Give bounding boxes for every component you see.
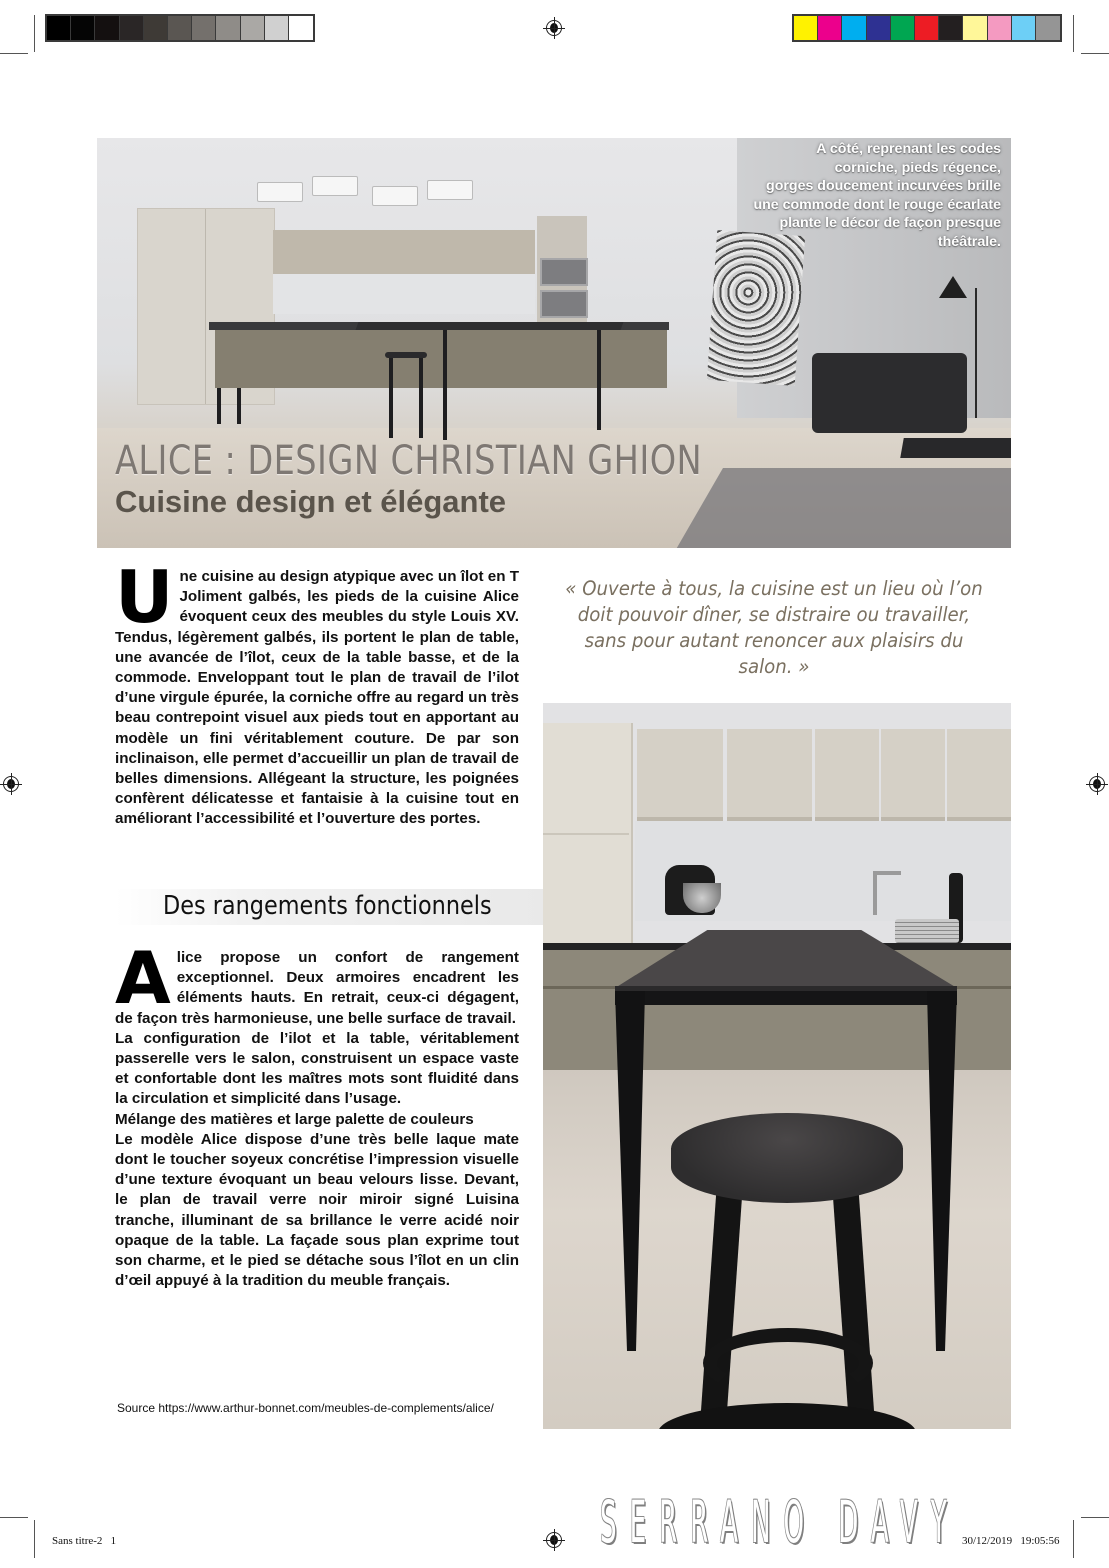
- section-dropcap: A: [115, 936, 171, 1020]
- photo2-faucet-spout: [873, 871, 901, 875]
- hero-image: [97, 138, 1011, 548]
- color-swatch: [818, 16, 842, 40]
- hero-stool-leg: [419, 358, 423, 438]
- color-swatch: [842, 16, 866, 40]
- hero-backsplash: [273, 274, 535, 314]
- hero-floor-lamp: [975, 288, 977, 418]
- photo2-upper-cabinet: [881, 729, 945, 821]
- registration-mark-bottom-icon: [545, 1531, 563, 1549]
- caption-line: une commode dont le rouge écarlate: [753, 196, 1001, 213]
- photo2-stool-footrest: [703, 1328, 873, 1398]
- grayscale-swatch: [95, 16, 119, 40]
- source-link[interactable]: Source https://www.arthur-bonnet.com/meubles-de-complements/alice/: [117, 1401, 494, 1415]
- photo2-stool-seat: [671, 1113, 903, 1203]
- hero-leg: [443, 330, 447, 440]
- color-swatch: [1036, 16, 1060, 40]
- color-swatch: [963, 16, 987, 40]
- intro-paragraph: ne cuisine au design atypique avec un îlot en T Joliment galbés, les pieds de la cuisine Alice évoquent ceux des meubles du style Louis XV. Tendus, légèrement galbés, ils portent le plan de table, une avancée de l’îlot, ceux de la table basse, et de la commode. Enveloppant tout le plan de travail de l’ilot d’une virgule épurée, la corniche offre au regard un très beau contrepoint visuel aux pieds tout en apportant au modèle un fini véritablement couture. De par son inclinaison, elle permet d’accueillir un plan de travail de belles dimensions. Allégeant la structure, les poignées confèrent délicatesse et fantaisie à la cuisine tout en améliorant l’accessibilité et l’ouverture des portes.: [115, 568, 519, 828]
- registration-mark-left-icon: [2, 775, 20, 793]
- crop-mark-bottom-left-h: [0, 1517, 28, 1518]
- photo2-upper-cabinet: [815, 729, 879, 821]
- photo2-upper-cabinet: [727, 729, 812, 821]
- hero-artwork: [707, 230, 805, 386]
- photo2-tall-cabinet: [543, 723, 633, 948]
- hero-armchair: [812, 353, 967, 433]
- grayscale-calibration-bar: [45, 14, 315, 42]
- photo2-plates: [895, 919, 959, 943]
- hero-floor-lamp-shade: [939, 276, 967, 298]
- crop-mark-bottom-right-h: [1081, 1517, 1109, 1518]
- section-paragraph-1: lice propose un confort de rangement exceptionnel. Deux armoires encadrent les éléments hauts. En retrait, ceux-ci dégagent, de façon très harmonieuse, une belle surface de travail.: [115, 949, 519, 1027]
- crop-mark-bottom-left-v: [34, 1520, 35, 1558]
- color-calibration-bar: [792, 14, 1062, 42]
- hero-oven-lower: [540, 290, 588, 318]
- photo2-cabinet-divider: [543, 833, 629, 835]
- grayscale-swatch: [289, 16, 313, 40]
- grayscale-swatch: [168, 16, 192, 40]
- photo2-upper-cabinet: [947, 729, 1011, 821]
- hero-leg: [597, 330, 601, 430]
- caption-line: gorges doucement incurvées brille: [766, 178, 1001, 195]
- registration-mark-right-icon: [1088, 775, 1106, 793]
- crop-mark-top-left-h: [0, 53, 28, 54]
- section-heading: Des rangements fonctionnels: [163, 891, 492, 921]
- section-paragraph-3: Le modèle Alice dispose d’une très belle laque mate dont le toucher soyeux concrétise l’impression visuelle d’une texture évoquant un beau velours lisse. Devant, le plan de travail verre noir miroir signé Luisina tranche, illuminant de sa brillance le verre acidé noir opaque de la table. La façade sous plan exprime tout son charme, et le pied se détache sous l’îlot en un clin d’œil appuyé à la tradition du meuble français.: [115, 1130, 519, 1290]
- kitchen-table-photo: [543, 703, 1011, 1429]
- brand-logo: SERRANO DAVY: [600, 1488, 960, 1556]
- grayscale-swatch: [192, 16, 216, 40]
- section-text-block: [115, 936, 519, 1291]
- caption-line: A côté, reprenant les codes: [816, 141, 1001, 157]
- hero-table-top: [356, 322, 624, 330]
- caption-line: corniche, pieds régence,: [834, 159, 1001, 176]
- hero-coffee-table: [900, 438, 1011, 458]
- page-subtitle: Cuisine design et élégante: [115, 484, 507, 519]
- color-swatch: [939, 16, 963, 40]
- hero-wall-cabinets: [273, 230, 535, 274]
- hero-leg: [237, 388, 241, 424]
- section-paragraph-2: La configuration de l’ilot et la table, véritablement passerelle vers le salon, construisent un espace vaste et confortable dont les maîtres mots sont fluidité dans la circulation et simplicité dans l’usage.: [115, 1029, 519, 1108]
- color-swatch: [988, 16, 1012, 40]
- photo2-faucet: [873, 873, 877, 915]
- grayscale-swatch: [216, 16, 240, 40]
- hero-rug: [671, 468, 1011, 548]
- caption-line: plante le décor de façon presque: [779, 215, 1001, 232]
- photo2-upper-cabinet: [637, 729, 723, 821]
- intro-text-block: [115, 555, 519, 830]
- hero-leg: [217, 388, 221, 424]
- color-swatch: [867, 16, 891, 40]
- hero-chandelier: [257, 176, 477, 220]
- color-swatch: [915, 16, 939, 40]
- color-swatch: [794, 16, 818, 40]
- color-swatch: [1012, 16, 1036, 40]
- grayscale-swatch: [120, 16, 144, 40]
- crop-mark-top-left-v: [34, 15, 35, 52]
- crop-mark-top-right-v: [1073, 15, 1074, 52]
- hero-stool-leg: [389, 358, 393, 438]
- intro-dropcap: U: [115, 555, 174, 639]
- crop-mark-top-right-h: [1081, 53, 1109, 54]
- grayscale-swatch: [47, 16, 71, 40]
- hero-caption: [701, 140, 1001, 252]
- grayscale-swatch: [144, 16, 168, 40]
- grayscale-swatch: [241, 16, 265, 40]
- grayscale-swatch: [71, 16, 95, 40]
- grayscale-swatch: [265, 16, 289, 40]
- caption-line: théâtrale.: [937, 233, 1001, 250]
- file-slug: Sans titre-2 1: [52, 1535, 117, 1547]
- hero-oven-upper: [540, 258, 588, 286]
- crop-mark-bottom-right-v: [1073, 1520, 1074, 1558]
- pull-quote: « Ouverte à tous, la cuisine est un lieu où l’on doit pouvoir dîner, se distraire ou travailler, sans pour autant renoncer aux plaisirs du salon. »: [565, 577, 983, 678]
- color-swatch: [891, 16, 915, 40]
- photo2-table-apron: [615, 991, 957, 1005]
- section-subheading: Mélange des matières et large palette de couleurs: [115, 1110, 474, 1128]
- print-timestamp: 30/12/2019 19:05:56: [962, 1535, 1060, 1547]
- page-title: ALICE : DESIGN CHRISTIAN GHION: [115, 438, 703, 484]
- registration-mark-top-icon: [545, 19, 563, 37]
